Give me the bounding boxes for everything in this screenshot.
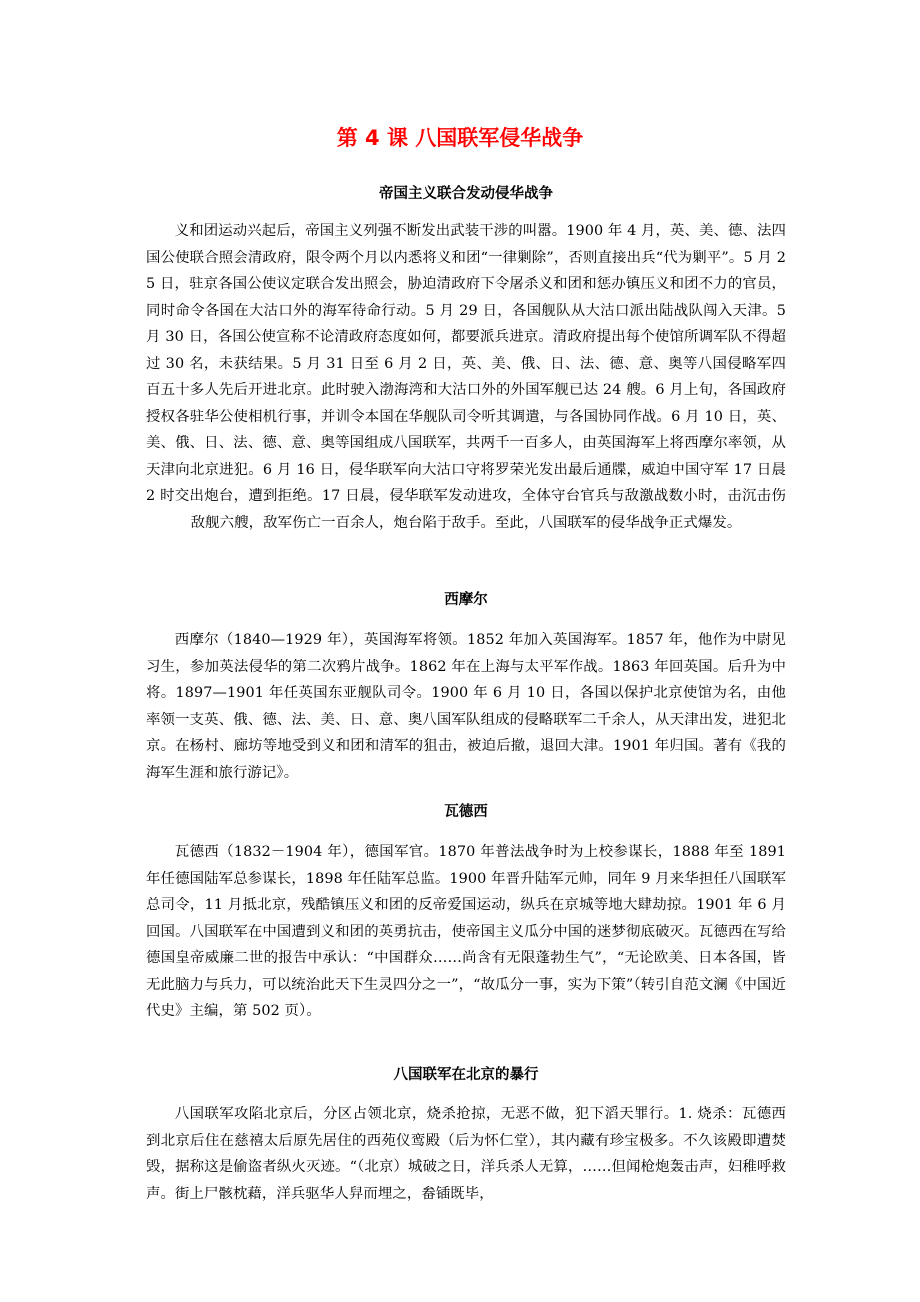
- section-waldersee: [146, 802, 786, 1025]
- section-body: 八国联军攻陷北京后，分区占领北京，烧杀抢掠，无恶不做，犯下滔天罪行。1. 烧杀：瓦德西到北京后住在慈禧太后原先居住的西苑仪鸾殿（后为怀仁堂），其内藏有珍宝极多。不久该殿即遭焚毁，据称这是偷盗者纵火灭迹。“（北京）城破之日，洋兵杀人无算，……但闻枪炮轰击声，妇稚呼救声。街上尸骸枕藉，洋兵驱华人舁而埋之，畚锸既毕，: [146, 1106, 786, 1202]
- page-title: 第 4 课 八国联军侵华战争: [336, 126, 584, 150]
- section-body: 义和团运动兴起后，帝国主义列强不断发出武装干涉的叫嚣。1900 年 4 月，英、美、德、法四国公使联合照会清政府，限令两个月以内悉将义和团“一律剿除”，否则直接出兵“代为剿平”。5 月 25 日，驻京各国公使议定联合发出照会，胁迫清政府下令屠杀义和团和惩办镇压义和团不力的官员，同时命令各国在大沽口外的海军待命行动。5 月 29 日，各国舰队从大沽口派出陆战队闯入天津。5 月 30 日，各国公使宣称不论清政府态度如何，都要派兵进京。清政府提出每个使馆所调军队不得超过 30 名，未获结果。5 月 31 日至 6 月 2 日，英、美、俄、日、法、德、意、奥等八国侵略军四百五十多人先后开进北京。此时驶入渤海湾和大沽口外的外国军舰已达 24 艘。6 月上旬，各国政府授权各驻华公使相机行事，并训令本国在华舰队司令听其调遣，与各国协同作战。6 月 10 日，英、美、俄、日、法、德、意、奥等国组成八国联军，共两千一百多人，由英国海军上将西摩尔率领，从天津向北京进犯。6 月 16 日，侵华联军向大沽口守将罗荣光发出最后通牒，威迫中国守军 17 日晨 2 时交出炮台，遭到拒绝。17 日晨，侵华联军发动进攻，全体守台官兵与敌激战数小时，击沉击伤敌舰六艘，敌军伤亡一百余人，炮台陷于敌手。至此，八国联军的侵华战争正式爆发。: [146, 223, 786, 531]
- section-heading: 八国联军在北京的暴行: [393, 1067, 539, 1083]
- section-body: 瓦德西（1832－1904 年），德国军官。1870 年普法战争时为上校参谋长，1888 年至 1891 年任德国陆军总参谋长，1898 年任陆军总监。1900 年晋升陆军元帅，同年 9 月来华担任八国联军总司令，11 月抵北京，残酷镇压义和团的反帝爱国运动，纵兵在京城等地大肆劫掠。1901 年 6 月回国。八国联军在中国遭到义和团的英勇抗击，使帝国主义瓜分中国的迷梦彻底破灭。瓦德西在写给德国皇帝威廉二世的报告中承认：“中国群众……尚含有无限蓬勃生气”，“无论欧美、日本各国，皆无此脑力与兵力，可以统治此天下生灵四分之一”，“故瓜分一事，实为下策”（转引自范文澜《中国近代史》主编，第 502 页）。: [146, 844, 786, 1019]
- section-heading: 帝国主义联合发动侵华战争: [379, 186, 553, 202]
- section-heading: 瓦德西: [444, 804, 488, 820]
- section-atrocities-beijing: [146, 1065, 786, 1207]
- section-imperialist-war: [146, 184, 786, 536]
- section-seymour: [146, 590, 786, 786]
- section-body: 西摩尔（1840—1929 年），英国海军将领。1852 年加入英国海军。1857 年，他作为中尉见习生，参加英法侵华的第二次鸦片战争。1862 年在上海与太平军作战。1863 年回英国。后升为中将。1897—1901 年任英国东亚舰队司令。1900 年 6 月 10 日，各国以保护北京使馆为名，由他率领一支英、俄、德、法、美、日、意、奥八国军队组成的侵略联军二千余人，从天津出发，进犯北京。在杨村、廊坊等地受到义和团和清军的狙击，被迫后撤，退回大津。1901 年归国。著有《我的海军生涯和旅行游记》。: [146, 632, 786, 781]
- section-heading: 西摩尔: [444, 592, 488, 608]
